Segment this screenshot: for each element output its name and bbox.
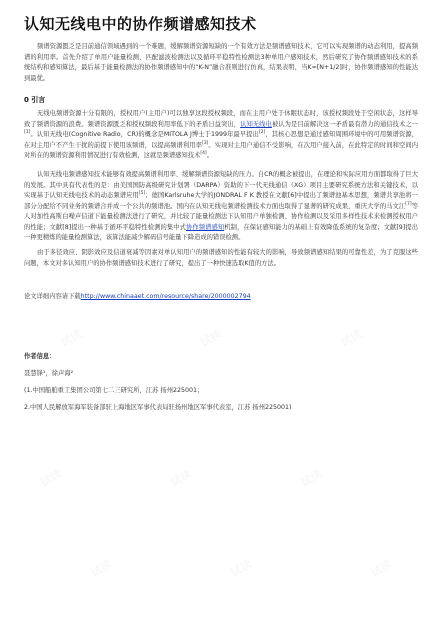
para1-text-f: 。 xyxy=(206,152,213,159)
source-prefix: 论文详细内容请下载 xyxy=(24,293,81,300)
source-download-link[interactable]: http://www.chinaaet.com/resource/share/2000002794 xyxy=(80,293,251,300)
intro-paragraph-2 xyxy=(24,170,418,244)
intro-paragraph-3 xyxy=(24,248,418,269)
citation-1: [1] xyxy=(24,129,31,135)
abstract xyxy=(24,42,418,84)
watermark: 试读 xyxy=(368,557,395,580)
para1-text: 无线电频谱资源十分有限的，授权用户(主用户)可以独享这段授权频段，而在主用户处于休眠状态时，该授权频段处于空闲状态，这样导致了频谱资源的浪费。频谱资源匮乏和授权频段利用率低下的矛盾日益突出， xyxy=(24,110,418,128)
cognitive-radio-link[interactable]: 认知无线电 xyxy=(240,120,272,128)
para2-text-c: 等人对加性高斯白噪声信道下能量检测法进行了研究，并比较了能量检测法下认知用户单独检测、协作检测以及采用多样性技术来检测授权用户的性能；文献[8]提出一种基于循环平稳特性检测的集中式 xyxy=(24,202,419,231)
para3-text: 由于多径效应、阴影效应及信道衰减等因素对单认知用户的频谱感知的性能有较大的影响，导致频谱感知结果的可靠性差，为了克服这些问题，本文对多认知用户的协作频谱感知技术进行了研究，提出了一种快速选取K值的方法。 xyxy=(24,249,418,267)
watermark: 试读 xyxy=(298,467,325,490)
para2-text-d: 机制，在保证感知能力的基础上有效降低系统的复杂度；文献[9]提出一种更精炼的能量检测算法，该算法能减少解码信号能量下降造成的错误检测。 xyxy=(24,223,419,241)
watermark: 试读 xyxy=(228,557,255,580)
source-download-line xyxy=(24,292,418,302)
authors-heading: 作者信息： xyxy=(24,353,56,360)
watermark: 试读 xyxy=(58,327,85,350)
affiliation-1: (1.中国船舶重工集团公司第七二三研究所，江苏 扬州225001； xyxy=(24,387,204,394)
section-heading-intro: 0 引言 xyxy=(24,96,46,104)
citation-2: [2] xyxy=(258,129,266,135)
para2-text: 认知无线电频谱感知技术能够有效提高频谱利用率、缓解频谱资源短缺的压力。自CR的概念被提出，在理论和实际应用方面都取得了巨大的发展。其中具有代表性的是：由美国国防高级研究计划署（DARPA）资助的下一代无线通信（XG）项目主要研究系统方法和关键技术，以实现基于认知无线电技术的动态频谱应用 xyxy=(24,171,418,199)
para2-text-b: ；德国Karlsruhe大学的JONDRAL F K 教授在文献[6]中提出了频谱池基本思想，频谱共享池将一部分分配给不同业务的频谱合并成一个公共的频谱池。国内在认知无线电频谱检测技术方面也取得了显著的研究成果，重庆大学的马文江 xyxy=(24,192,418,210)
author-names: 聂慧锋¹，徐声海² xyxy=(24,370,74,377)
citation-5: [5] xyxy=(138,190,146,196)
abstract-text: 频谱资源匮乏是目前通信领域遇到的一个难题，缓解频谱资源短缺的一个有效方法是频谱感知技术，它可以实现频谱的动态利用，提高频谱的利用率。首先介绍了单用户能量检测、匹配滤波检测法以及循环平稳特性检测法3种单用户感知技术，然后研究了协作频谱感知技术的系统结构和感知算法，最后基于能量检测法的协作频谱感知中的“K-N”融合准则进行仿真，结果表明，当K=[N+1/2]时，协作频谱感知的性能达到最优。 xyxy=(24,43,418,82)
para1-text-b: 被认为是目前解决这一矛盾最有潜力的通信技术之一 xyxy=(271,120,419,128)
para1-text-d: ，其核心思想是通过感知周围环境中的可用频谱资源，在对主用户不产生干扰的前提下使用该频谱，以提高频谱利用率 xyxy=(24,131,419,149)
citation-4: [4] xyxy=(200,150,207,156)
page-title: 认知无线电中的协作频谱感知技术 xyxy=(24,15,257,33)
affiliation-2: 2.中国人民解放军海军装备部驻上海地区军事代表局驻扬州地区军事代表室，江苏 扬州225001) xyxy=(24,404,292,411)
watermark: 试读 xyxy=(198,327,225,350)
cooperative-sensing-link[interactable]: 协作频谱感知 xyxy=(185,223,225,231)
watermark: 试读 xyxy=(88,557,115,580)
para1-text-e: 。实现对主用户通信不受影响，在次用户接入前，在此特定的时间和空间内对所在的频谱资源利用情况进行有效检测，这就是频谱感知技术 xyxy=(24,141,419,159)
watermark: 试读 xyxy=(168,467,195,490)
para1-text-c: 。认知无线电(Cognitive Radio，CR)的概念是MITOLA J博士于1999年最早提出 xyxy=(30,131,259,138)
citation-3: [3] xyxy=(201,140,209,146)
citation-7: [7] xyxy=(405,201,412,207)
watermark: 试读 xyxy=(38,467,65,490)
intro-paragraph-1 xyxy=(24,109,418,162)
watermark: 试读 xyxy=(338,327,365,350)
